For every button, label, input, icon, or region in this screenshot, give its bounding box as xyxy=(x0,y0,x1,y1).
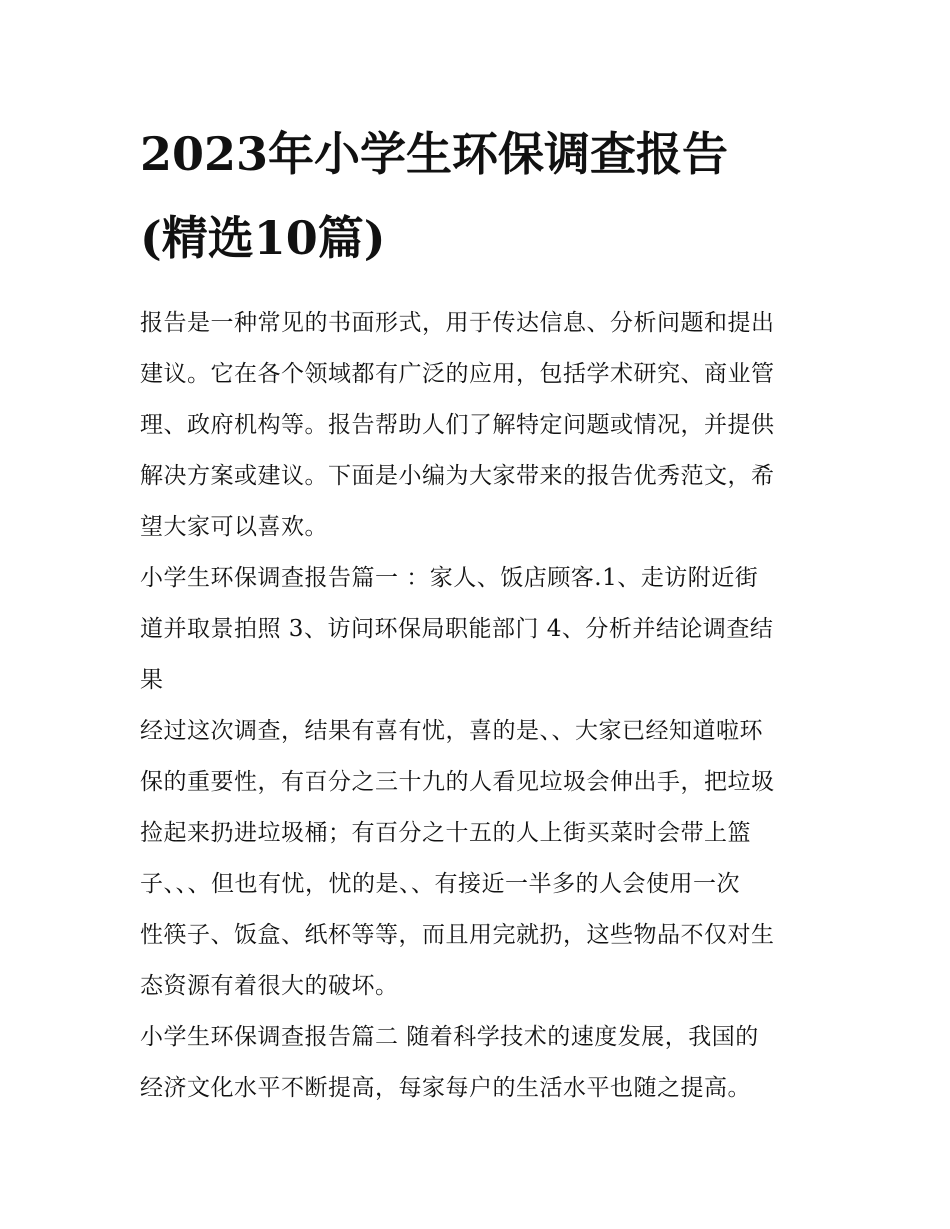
text-line: 捡起来扔进垃圾桶；有百分之十五的人上街买菜时会带上篮 xyxy=(140,820,751,846)
paragraph-report-two xyxy=(140,1012,820,1114)
text-line: 建议。它在各个领域都有广泛的应用，包括学术研究、商业管 xyxy=(140,361,775,387)
text-line: 报告是一种常见的书面形式，用于传达信息、分析问题和提出 xyxy=(140,310,775,336)
text-line: 解决方案或建议。下面是小编为大家带来的报告优秀范文，希 xyxy=(140,463,775,489)
text-line: 小学生环保调查报告篇二 随着科学技术的速度发展，我国的 xyxy=(140,1024,759,1050)
text-line: 理、政府机构等。报告帮助人们了解特定问题或情况，并提供 xyxy=(140,412,775,438)
paragraph-intro xyxy=(140,298,820,553)
title-line: (精选10篇) xyxy=(140,211,386,265)
text-line: 经过这次调查，结果有喜有忧，喜的是、、大家已经知道啦环 xyxy=(140,718,763,744)
document-page xyxy=(140,112,820,1114)
paragraph-report-one xyxy=(140,553,820,706)
title-line: 2023年小学生环保调查报告 xyxy=(140,127,729,181)
text-line: 小学生环保调查报告篇一 ：家人、饭店顾客.1、走访附近街 xyxy=(140,565,759,591)
text-line: 经济文化水平不断提高，每家每户的生活水平也随之提高。 xyxy=(140,1075,751,1101)
text-line: 子、、、但也有忧，忧的是、、有接近一半多的人会使用一次 xyxy=(140,871,740,897)
paragraph-findings xyxy=(140,706,820,1012)
text-line: 果 xyxy=(140,667,164,693)
text-line: 态资源有着很大的破坏。 xyxy=(140,973,399,999)
text-line: 性筷子、饭盒、纸杯等等，而且用完就扔，这些物品不仅对生 xyxy=(140,922,775,948)
text-line: 望大家可以喜欢。 xyxy=(140,514,328,540)
document-title xyxy=(140,112,820,280)
text-line: 保的重要性，有百分之三十九的人看见垃圾会伸出手，把垃圾 xyxy=(140,769,775,795)
text-line: 道并取景拍照 3、访问环保局职能部门 4、分析并结论调查结 xyxy=(140,616,774,642)
